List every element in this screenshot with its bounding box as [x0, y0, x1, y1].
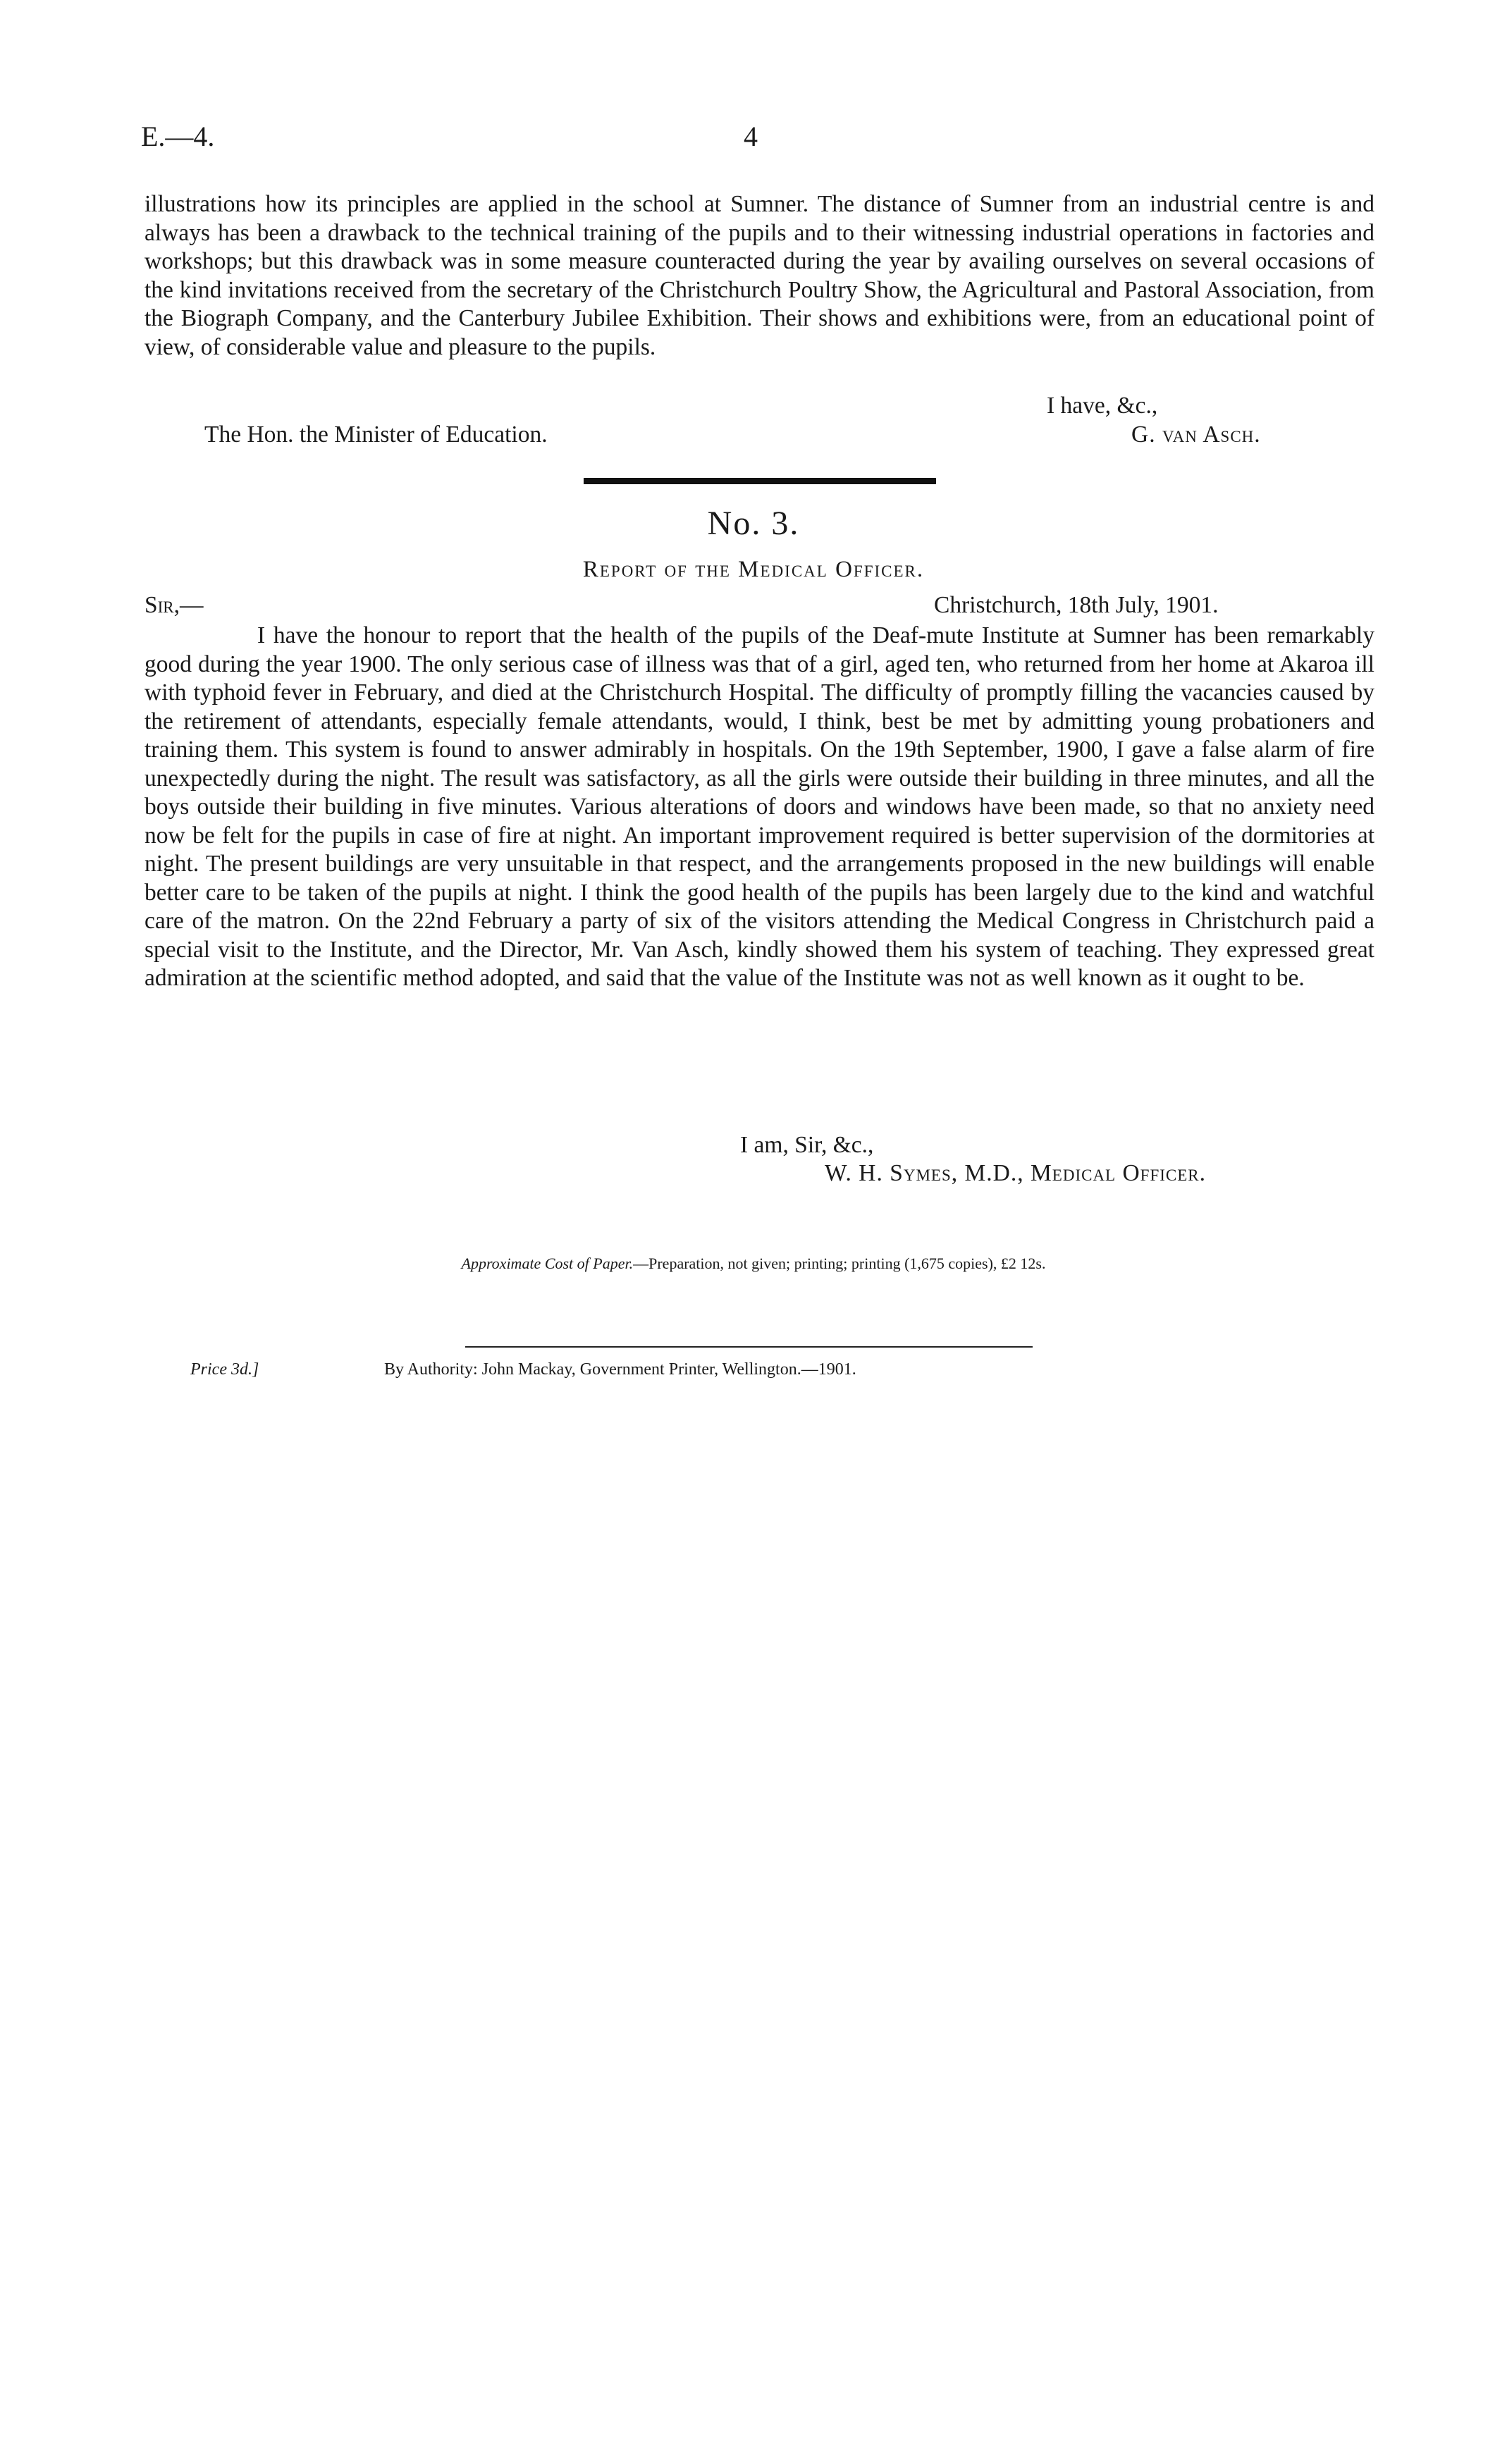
- report-signature: W. H. Symes, M.D., Medical Officer.: [825, 1160, 1207, 1186]
- report-closing: I am, Sir, &c.,: [740, 1132, 874, 1158]
- cost-note-label: Approximate Cost of Paper.: [461, 1255, 634, 1272]
- document-reference: E.—4.: [141, 121, 215, 152]
- section-number: No. 3.: [707, 505, 800, 542]
- salutation: Sir,—: [144, 592, 204, 618]
- letter-addressee: The Hon. the Minister of Education.: [204, 421, 548, 448]
- cost-note-text: —Preparation, not given; printing; printing (1,675 copies), £2 12s.: [633, 1255, 1046, 1272]
- cost-note: [0, 1255, 1507, 1273]
- letter-signature: G. van Asch.: [1131, 421, 1261, 448]
- paragraph-text: illustrations how its principles are applied in the school at Sumner. The distance of Sumner from an industrial centre is and always has been a drawback to the technical training of the pupils and to their witnessing industrial operations in factories and workshops; but this drawback was in some measure counteracted during the year by availing ourselves on several occasions of the kind invitations received from the secretary of the Christchurch Poultry Show, the Agricultural and Pastoral Association, from the Biograph Company, and the Canterbury Jubilee Exhibition. Their shows and exhibitions were, from an educational point of view, of considerable value and pleasure to the pupils.: [144, 191, 1374, 360]
- page-number: 4: [744, 121, 758, 152]
- dateline: Christchurch, 18th July, 1901.: [934, 592, 1219, 618]
- price-note: Price 3d.]: [190, 1360, 259, 1379]
- letter-closing: I have, &c.,: [1047, 393, 1158, 419]
- page-header: [141, 120, 1367, 162]
- letter-paragraph: [144, 190, 1374, 362]
- footer-divider: [465, 1346, 1033, 1348]
- report-paragraph: I have the honour to report that the health of the pupils of the Deaf-mute Institute at Sumner has been remarkably good during the year 1900. The only serious case of illness was that of a girl, aged ten, who returned from her home at Akaroa ill with typhoid fever in February, and died at the Christchurch Hospital. The difficulty of promptly filling the vacancies caused by the retirement of attendants, especially female attendants, would, I think, best be met by admitting young probationers and training them. This system is found to answer admirably in hospitals. On the 19th September, 1900, I gave a false alarm of fire unexpectedly during the night. The result was satisfactory, as all the girls were outside their building in three minutes, and all the boys outside their building in five minutes. Various alterations of doors and windows have been made, so that no anxiety need now be felt for the pupils in case of fire at night. An important improvement required is better supervision of the dormitories at night. The present buildings are very unsuitable in that respect, and the arrangements proposed in the new buildings will enable better care to be taken of the pupils at night. I think the good health of the pupils has been largely due to the kind and watchful care of the matron. On the 22nd February a party of six of the visitors attending the Medical Congress in Christchurch paid a special visit to the Institute, and the Director, Mr. Van Asch, kindly showed them his system of teaching. They expressed great admiration at the scientific method adopted, and said that the value of the Institute was not as well known as it ought to be.: [144, 622, 1374, 991]
- section-divider: [584, 478, 936, 484]
- section-title: Report of the Medical Officer.: [582, 557, 925, 582]
- printer-imprint: By Authority: John Mackay, Government Printer, Wellington.—1901.: [384, 1360, 856, 1379]
